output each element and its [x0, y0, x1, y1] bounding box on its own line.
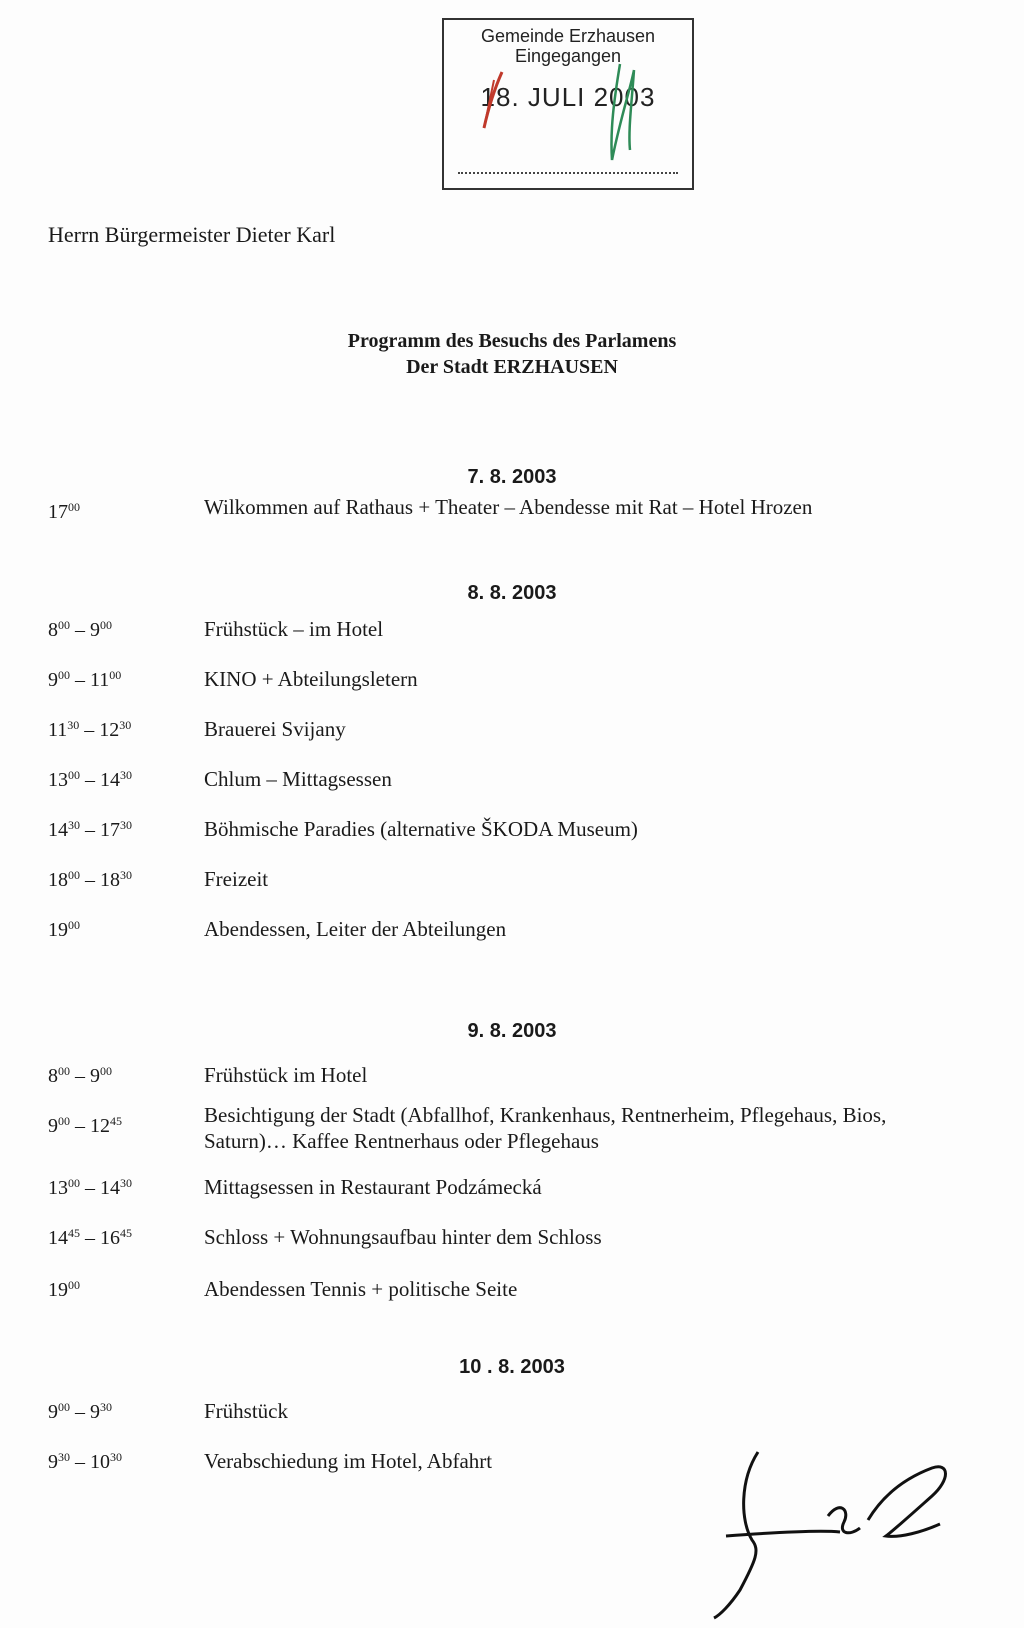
time-slot: $13^{00} - 14^{30}$ — [48, 1176, 132, 1199]
time-slot: $11^{30} - 12^{30}$ — [48, 718, 132, 741]
schedule-item: Freizeit — [204, 867, 269, 891]
schedule-item: Abendessen, Leiter der Abteilungen — [204, 917, 507, 941]
schedule-item: Frühstück – im Hotel — [204, 617, 384, 641]
time-slot: $9^{00} - 12^{45}$ — [48, 1114, 122, 1137]
schedule-item: Schloss + Wohnungsaufbau hinter dem Schloss — [204, 1225, 602, 1249]
time-slot: $19^{00}$ — [48, 918, 80, 941]
schedule-item: Wilkommen auf Rathaus + Theater – Abendesse mit Rat – Hotel Hrozen — [204, 495, 813, 519]
time-slot: $8^{00} - 9^{00}$ — [48, 1064, 112, 1087]
time-slot: $14^{45} - 16^{45}$ — [48, 1226, 132, 1249]
time-slot: $19^{00}$ — [48, 1278, 80, 1301]
schedule-item: Brauerei Svijany — [204, 717, 346, 741]
schedule-item: Abendessen Tennis + politische Seite — [204, 1277, 518, 1301]
title-line-1: Programm des Besuchs des Parlamens — [347, 330, 677, 352]
stamp-handwritten-marks — [444, 20, 696, 192]
addressee: Herrn Bürgermeister Dieter Karl — [48, 222, 336, 247]
time-slot: $18^{00} - 18^{30}$ — [48, 868, 132, 891]
schedule-item: Frühstück — [204, 1399, 288, 1423]
stamp-date: 18. JULI 2003 — [480, 82, 656, 112]
schedule-item: Frühstück im Hotel — [204, 1063, 368, 1087]
document-title — [0, 328, 1024, 380]
time-slot: $9^{00} - 11^{00}$ — [48, 668, 122, 691]
day-heading: 8. 8. 2003 — [467, 582, 557, 604]
stamp-municipality: Gemeinde Erzhausen — [480, 26, 656, 46]
time-slot: $17^{00}$ — [48, 500, 80, 523]
received-stamp — [442, 18, 694, 190]
schedule-item: Mittagsessen in Restaurant Podzámecká — [204, 1175, 542, 1199]
schedule-item: Verabschiedung im Hotel, Abfahrt — [204, 1449, 493, 1473]
time-slot: $13^{00} - 14^{30}$ — [48, 768, 132, 791]
time-slot: $14^{30} - 17^{30}$ — [48, 818, 132, 841]
time-slot: $8^{00} - 9^{00}$ — [48, 618, 112, 641]
schedule-item: Böhmische Paradies (alternative ŠKODA Museum) — [204, 817, 638, 841]
time-slot: $9^{00} - 9^{30}$ — [48, 1400, 112, 1423]
title-line-2: Der Stadt ERZHAUSEN — [406, 356, 618, 378]
stamp-received-label: Eingegangen — [514, 46, 622, 66]
day-heading: 9. 8. 2003 — [467, 1020, 557, 1042]
day-heading: 7. 8. 2003 — [467, 466, 557, 488]
time-slot: $9^{30} - 10^{30}$ — [48, 1450, 122, 1473]
schedule-item: KINO + Abteilungsletern — [204, 667, 418, 691]
schedule-item: Besichtigung der Stadt (Abfallhof, Krankenhaus, Rentnerheim, Pflegehaus, Bios, Saturn)… Kaffee Rentnerhaus oder Pflegehaus — [204, 1103, 887, 1153]
handwritten-signature — [700, 1440, 980, 1620]
day-heading: 10 . 8. 2003 — [459, 1356, 565, 1378]
schedule-item: Chlum – Mittagsessen — [204, 767, 392, 791]
